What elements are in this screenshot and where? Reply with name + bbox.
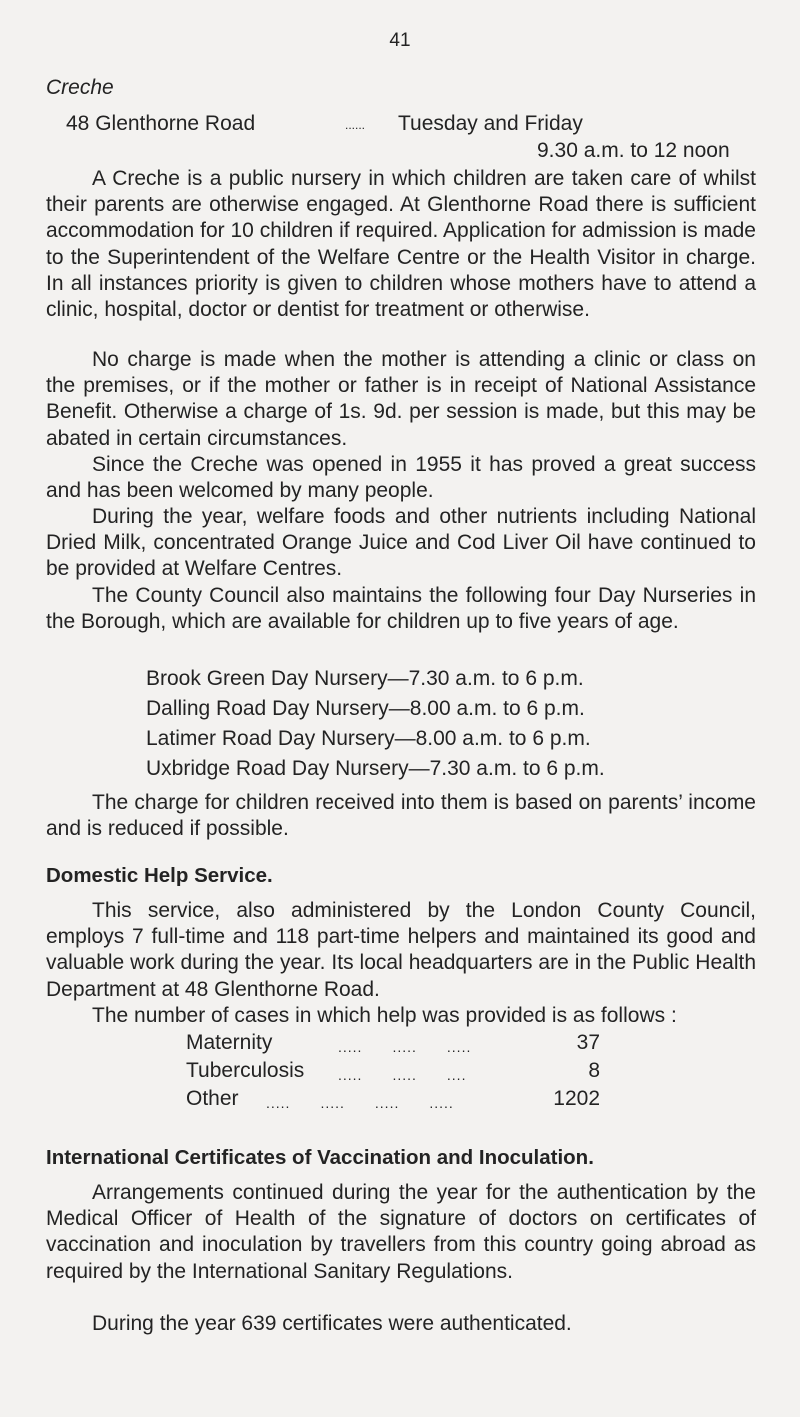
nursery-item: Brook Green Day Nursery—7.30 a.m. to 6 p.m. (146, 667, 584, 690)
case-label: Maternity (186, 1031, 273, 1054)
case-label: Other (186, 1087, 239, 1110)
creche-address: 48 Glenthorne Road (66, 112, 256, 135)
case-label: Tuberculosis (186, 1059, 305, 1082)
creche-paragraph-1: A Creche is a public nursery in which children are taken care of whilst their parents are otherwise engaged. At Glenthorne Road there is sufficient accommodation for 10 children if required. Application for admission is made to the Superintendent of the Welfare Centre or the Health Visitor in charge. In all instances priority is given to children whose mothers have to attend a clinic, hospital, doctor or dentist for treatment or otherwise. (46, 167, 756, 322)
case-leader-dots: ..... ..... ..... (338, 1039, 472, 1055)
nursery-item: Uxbridge Road Day Nursery—7.30 a.m. to 6 p.m. (146, 757, 605, 780)
creche-paragraph-5: The County Council also maintains the following four Day Nurseries in the Borough, which are available for children up to five years of age. (46, 584, 756, 634)
vaccination-paragraph-1: Arrangements continued during the year for the authentication by the Medical Officer of Health of the signature of doctors on certificates of vaccination and inoculation by travellers from this country going abroad as required by the International Sanitary Regulations. (46, 1181, 756, 1283)
creche-paragraph-3: Since the Creche was opened in 1955 it has proved a great success and has been welcomed by many people. (46, 453, 756, 503)
creche-days: Tuesday and Friday (398, 112, 583, 135)
creche-leader-dots: ...... (345, 118, 366, 132)
case-value: 1202 (553, 1087, 600, 1110)
page-number: 41 (389, 30, 411, 51)
vaccination-paragraph-2: During the year 639 certificates were authenticated. (92, 1312, 572, 1335)
creche-paragraph-4: During the year, welfare foods and other nutrients including National Dried Milk, concentrated Orange Juice and Cod Liver Oil have continued to be provided at Welfare Centres. (46, 505, 756, 581)
domestic-help-paragraph: This service, also administered by the London County Council, employs 7 full-time and 118 part-time helpers and maintained its good and valuable work during the year. Its local headquarters are in the Public Health Department at 48 Glenthorne Road. (46, 899, 756, 1001)
creche-heading: Creche (46, 76, 114, 99)
nursery-item: Dalling Road Day Nursery—8.00 a.m. to 6 p.m. (146, 697, 585, 720)
creche-paragraph-2: No charge is made when the mother is attending a clinic or class on the premises, or if the mother or father is in receipt of National Assistance Benefit. Otherwise a charge of 1s. 9d. per session is made, but this may be abated in certain circumstances. (46, 348, 756, 450)
case-value: 37 (576, 1031, 600, 1054)
case-leader-dots: ..... ..... .... (338, 1067, 467, 1083)
creche-charge-paragraph: The charge for children received into them is based on parents’ income and is reduced if possible. (46, 791, 756, 841)
domestic-help-heading: Domestic Help Service. (46, 864, 273, 887)
vaccination-heading: International Certificates of Vaccination and Inoculation. (46, 1146, 594, 1169)
creche-hours: 9.30 a.m. to 12 noon (537, 139, 730, 162)
case-value: 8 (588, 1059, 600, 1082)
nursery-item: Latimer Road Day Nursery—8.00 a.m. to 6 p.m. (146, 727, 591, 750)
case-leader-dots: ..... ..... ..... ..... (266, 1095, 454, 1111)
cases-intro: The number of cases in which help was provided is as follows : (92, 1004, 677, 1027)
